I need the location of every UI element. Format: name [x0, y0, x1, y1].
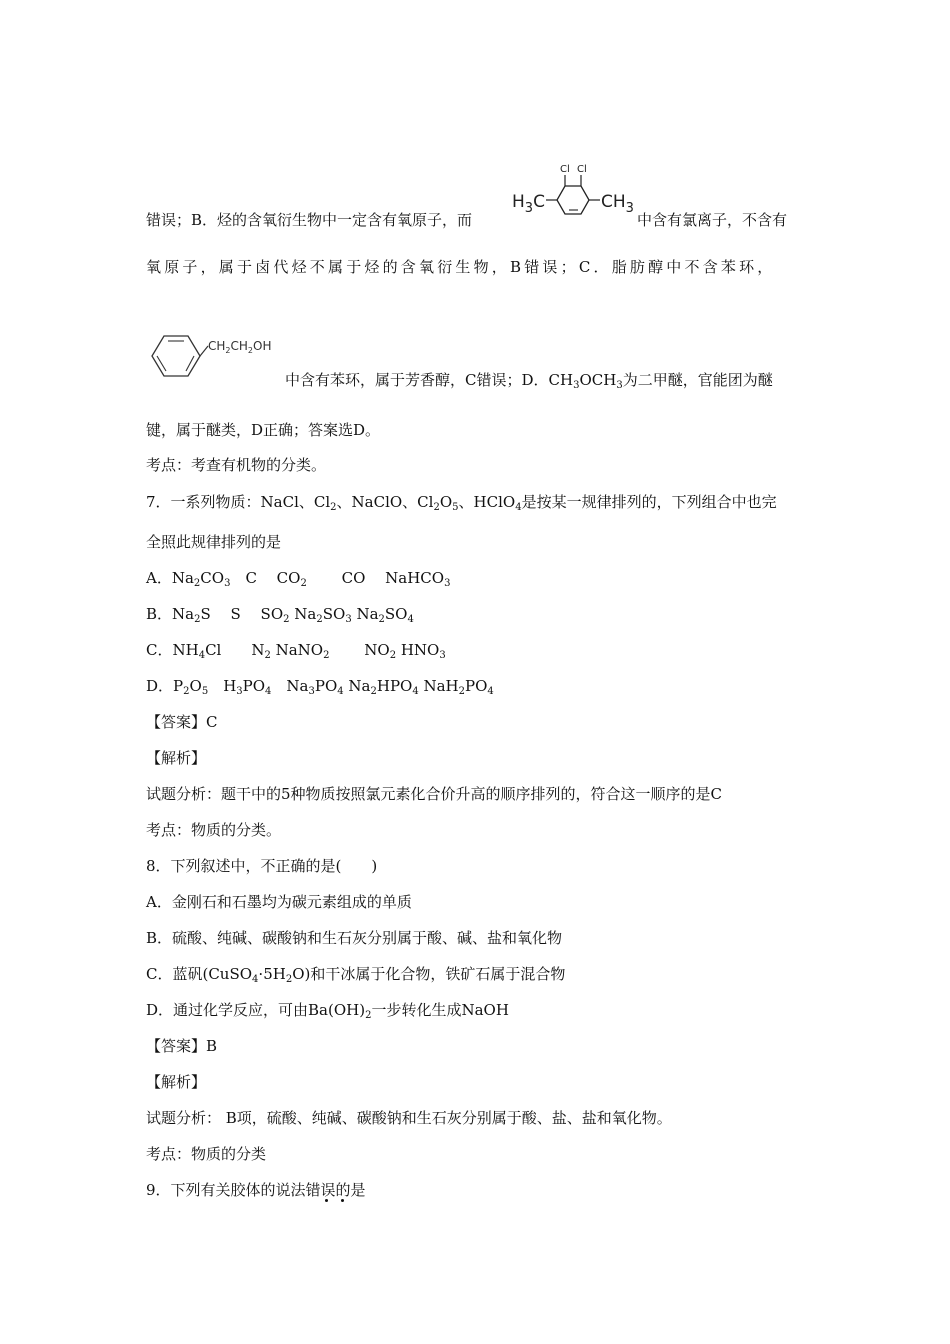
ch-label: CH	[601, 192, 626, 212]
emphasis-dot	[341, 1199, 344, 1202]
topic-8: 考点：物质的分类	[146, 1145, 267, 1163]
ch2-label: CH	[208, 339, 226, 353]
option-c: C．$NH_4Cl$ $N_2$ NaNO$_2$ $NO_2$ $HNO_3$	[146, 641, 446, 661]
answer-7: 【答案】C	[146, 713, 218, 731]
text-line: 键，属于醚类，D正确；答案选D。	[146, 421, 381, 439]
text-line: 全照此规律排列的是	[146, 533, 282, 551]
analysis-8: 试题分析： B项，硫酸、纯碱、碳酸钠和生石灰分别属于酸、盐、盐和氧化物。	[146, 1109, 672, 1127]
text-line: 考点：考查有机物的分类。	[146, 456, 327, 474]
dichloro-xylene-structure	[508, 158, 636, 226]
answer-8: 【答案】B	[146, 1037, 218, 1055]
text-line: 中含有氯离子，不含有	[637, 211, 788, 229]
option-a: A．金刚石和石墨均为碳元素组成的单质	[146, 893, 412, 911]
option-b: B．$Na_2S$ S $SO_2$ $Na_2SO_3$ $Na_2SO_4$	[146, 605, 414, 625]
svg-text:H3C: $H_3C$	[512, 192, 545, 216]
question-7: 7．一系列物质：NaCl、$Cl_2$、NaClO、$Cl_2O_5$、HClO$_4$是按某一规律排列的，下列组合中也完	[146, 493, 777, 513]
analysis-7: 试题分析：题干中的5种物质按照氯元素化合价升高的顺序排列的，符合这一顺序的是C	[146, 785, 723, 803]
analysis-8-heading: 【解析】	[146, 1073, 207, 1091]
cl-label-2: Cl	[577, 164, 587, 175]
text-line: 中含有苯环，属于芳香醇，C错误；D．$CH_3OCH_3$为二甲醚，官能团为醚	[285, 371, 773, 391]
question-8: 8．下列叙述中，不正确的是( )	[146, 857, 378, 875]
svg-text:CH2CH2OH: $CH_2CH_2OH$	[208, 339, 272, 355]
option-a: A．$Na_2CO_3$ C $CO_2$ CO NaHCO$_3$	[146, 569, 451, 589]
h-label: H	[512, 192, 525, 212]
text-line: 氧原子，属于卤代烃不属于烃的含氧衍生物，B错误；C．脂肪醇中不含苯环，	[146, 258, 776, 276]
option-c: C．蓝矾$(CuSO_4\cdot 5H_2O)$和干冰属于化合物，铁矿石属于混合物	[146, 965, 566, 985]
analysis-7-heading: 【解析】	[146, 749, 207, 767]
phenylethanol-structure	[146, 328, 296, 388]
svg-text:CH3: $CH_3$	[601, 192, 634, 216]
question-9: 9．下列有关胶体的说法错误的是	[146, 1181, 366, 1199]
text-line: 错误；B．烃的含氧衍生物中一定含有氧原子，而	[146, 211, 473, 229]
cl-label-1: Cl	[560, 164, 570, 175]
emphasis-dot	[325, 1199, 328, 1202]
topic-7: 考点：物质的分类。	[146, 821, 282, 839]
option-b: B．硫酸、纯碱、碳酸钠和生石灰分别属于酸、碱、盐和氧化物	[146, 929, 563, 947]
option-d: D．$P_2O_5$ $H_3PO_4$ $Na_3PO_4$ $Na_2HPO_4$ $NaH_2PO_4$	[146, 677, 494, 697]
option-d: D．通过化学反应，可由$Ba(OH)_2$一步转化生成NaOH	[146, 1001, 509, 1021]
